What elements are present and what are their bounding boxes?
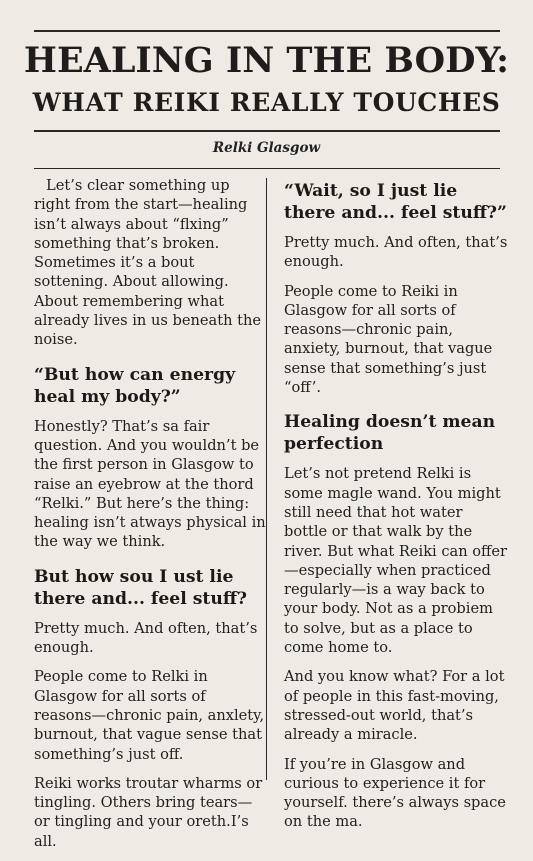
right-subheading-1: “Wait, so I just lie there and... feel stuff?” bbox=[284, 181, 507, 223]
left-subheading-1: “But how can energy heal my body?” bbox=[34, 364, 236, 407]
byline: Relki Glasgow bbox=[212, 140, 321, 156]
right-paragraph-1: Pretty much. And often, that’s enough. bbox=[284, 234, 508, 271]
right-subheading-2: Healing doesn’t mean perfection bbox=[284, 412, 496, 455]
right-paragraph-4: And you know what? For a lot of people in this fast-moving, stressed-out world, that’s already a miracle. bbox=[284, 668, 505, 744]
left-subheading-2: But how sou I ust lie there and... feel stuff? bbox=[34, 566, 247, 609]
left-paragraph-3: People come to Relki in Glasgow for all sorts of reasons—chronic pain, anxlety, burnout, that vague sense that something’s just off. bbox=[34, 668, 265, 763]
right-paragraph-5: If you’re in Glasgow and curious to experience it for yourself. there’s always space on the ma. bbox=[284, 755, 506, 831]
top-rule bbox=[34, 30, 500, 32]
headline-rule bbox=[34, 130, 500, 132]
right-column bbox=[284, 176, 510, 842]
right-paragraph-2: People come to Reiki in Glasgow for all sorts of reasons—chronic pain, anxiety, burnout, that vague sense that something’s just “off’. bbox=[284, 282, 493, 397]
column-divider bbox=[266, 178, 267, 780]
left-paragraph-4: Reiki works troutar wharms or tingling. Others bring tears—or tingling and your oreth.I’s all. bbox=[34, 774, 263, 850]
left-paragraph-1: Honestly? That’s sa fair question. And you wouldn’t be the first person in Glasgow to raise an eyebrow at the thord “Relki.” But here’s the thing: healing isn’t atways physical in the way we think. bbox=[34, 417, 266, 551]
left-paragraph-2: Pretty much. And often, that’s enough. bbox=[34, 619, 258, 657]
left-column bbox=[34, 176, 266, 861]
byline-rule bbox=[34, 168, 500, 169]
right-paragraph-3: Let’s not pretend Relki is some magle wand. You might still need that hot water bottle or that walk by the river. But what Reiki can offer—especially when practiced regularly—is a way back to your body. Not as a probiem to solve, but as a place to come home to. bbox=[284, 465, 508, 657]
headline-line-2: WHAT REIKI REALLY TOUCHES bbox=[32, 88, 501, 117]
headline-line-1: HEALING IN THE BODY: bbox=[23, 40, 510, 81]
intro-paragraph: Let’s clear something up right from the start—healing isn’t always about “flxing” something that’s broken. Sometimes it’s a bout sottening. About allowing. About remembering what already lives in us beneath the noise. bbox=[34, 177, 262, 349]
